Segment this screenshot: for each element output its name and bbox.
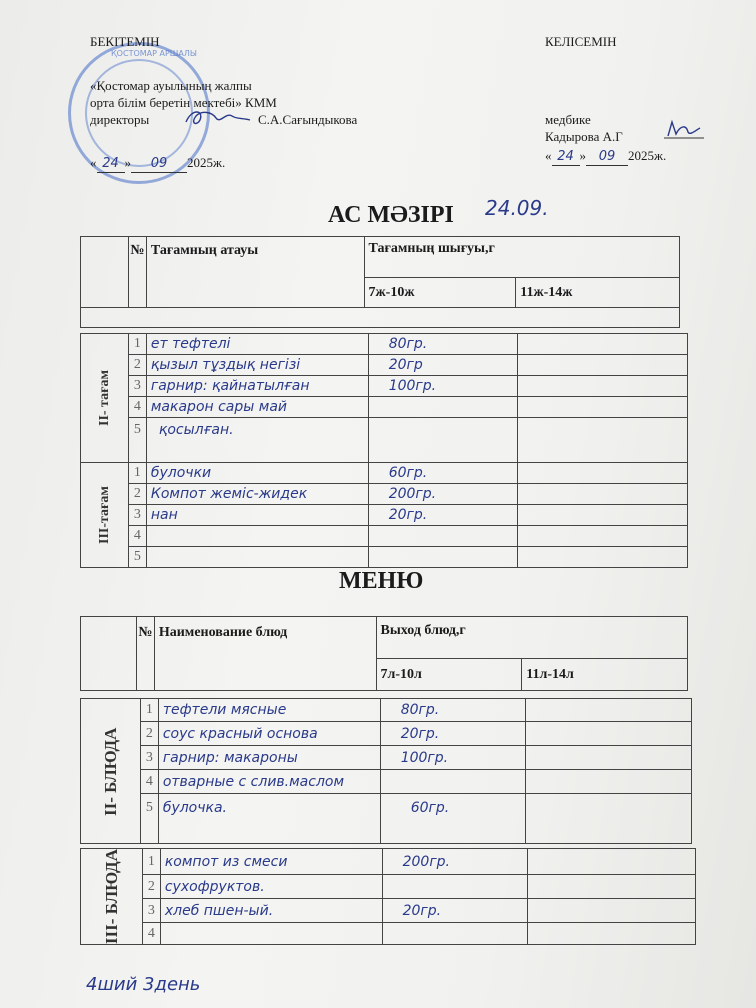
nurse-name: Кадырова А.Г [545, 129, 623, 144]
date-quote-close: » [579, 148, 586, 163]
right-date [545, 148, 666, 166]
dish-name [146, 547, 368, 568]
table-row [81, 526, 688, 547]
yield-7-10: 20гр [368, 355, 518, 376]
ru-header-table [80, 616, 688, 691]
yield-11-14 [526, 699, 692, 722]
row-number: 3 [142, 899, 160, 923]
row-number: 2 [128, 484, 146, 505]
ru-section-2-table [80, 698, 692, 844]
col-age-11-14: 11л-14л [522, 659, 688, 691]
section-label: ІІ- тағам [81, 334, 129, 463]
yield-7-10 [382, 875, 528, 899]
dish-name: гарнир: қайнатылған [146, 376, 368, 397]
dish-name: нан [146, 505, 368, 526]
dish-name: Компот жеміс-жидек [146, 484, 368, 505]
yield-11-14 [528, 899, 696, 923]
row-number: 3 [140, 746, 158, 770]
table-row [81, 875, 696, 899]
yield-11-14 [518, 505, 688, 526]
yield-11-14 [518, 547, 688, 568]
yield-11-14 [526, 746, 692, 770]
director-label: директоры [90, 112, 150, 127]
date-year: 2025ж. [187, 155, 226, 170]
table-row [81, 746, 692, 770]
yield-7-10 [380, 770, 526, 794]
col-dish-name: Наименование блюд [154, 617, 376, 691]
yield-11-14 [518, 526, 688, 547]
seal-text: ҚОСТОМАР АРШАЛЫ [111, 49, 197, 58]
yield-11-14 [518, 463, 688, 484]
dish-name: тефтели мясные [158, 699, 380, 722]
kz-section-2-table [80, 333, 688, 463]
org-line-2: орта білім беретін мектебі» КММ [90, 95, 277, 110]
yield-7-10: 60гр. [380, 794, 526, 844]
footer-note: 4ший 3день [86, 974, 201, 995]
date-quote-open: « [90, 155, 97, 170]
table-row [81, 376, 688, 397]
section-label: ІІІ- БЛЮДА [81, 849, 143, 945]
approve-label: БЕКІТЕМІН [90, 34, 160, 49]
ru-section-3-table [80, 848, 696, 945]
yield-7-10: 20гр. [368, 505, 518, 526]
col-age-7-10: 7л-10л [376, 659, 522, 691]
dish-name: хлеб пшен-ый. [160, 899, 382, 923]
table-row [81, 899, 696, 923]
dish-name: компот из смеси [160, 849, 382, 875]
yield-7-10 [368, 397, 518, 418]
table-row [81, 849, 696, 875]
section-label: ІІ- БЛЮДА [81, 699, 141, 844]
yield-7-10: 200гр. [368, 484, 518, 505]
col-age-7-10: 7ж-10ж [364, 278, 516, 308]
kz-header-table [80, 236, 680, 328]
row-number: 4 [128, 397, 146, 418]
date-day: 24 [97, 156, 125, 173]
header-blank [81, 617, 137, 691]
row-number: 5 [140, 794, 158, 844]
col-num: № [136, 617, 154, 691]
yield-11-14 [526, 794, 692, 844]
date-year: 2025ж. [628, 148, 667, 163]
row-number: 1 [128, 463, 146, 484]
yield-11-14 [528, 875, 696, 899]
table-row [81, 722, 692, 746]
table-row [81, 355, 688, 376]
row-number: 3 [128, 376, 146, 397]
table-row [81, 463, 688, 484]
col-yield: Выход блюд,г [376, 617, 687, 659]
date-month: 09 [586, 149, 628, 166]
yield-7-10: 80гр. [368, 334, 518, 355]
table-row [81, 418, 688, 463]
director-name: С.А.Сағындыкова [258, 112, 358, 127]
yield-7-10 [368, 547, 518, 568]
dish-name: отварные с слив.маслом [158, 770, 380, 794]
row-number: 4 [142, 923, 160, 945]
left-date [90, 155, 225, 173]
dish-name: соус красный основа [158, 722, 380, 746]
yield-7-10: 20гр. [382, 899, 528, 923]
yield-7-10: 200гр. [382, 849, 528, 875]
col-yield: Тағамның шығуы,г [364, 237, 680, 278]
yield-7-10: 100гр. [368, 376, 518, 397]
yield-11-14 [518, 334, 688, 355]
yield-11-14 [518, 355, 688, 376]
yield-7-10 [368, 418, 518, 463]
row-number: 4 [140, 770, 158, 794]
date-month: 09 [131, 156, 187, 173]
col-age-11-14: 11ж-14ж [516, 278, 680, 308]
spacer-row [81, 308, 680, 328]
dish-name [146, 526, 368, 547]
table-row [81, 770, 692, 794]
dish-name: макарон сары май [146, 397, 368, 418]
dish-name: сухофруктов. [160, 875, 382, 899]
table-row [81, 334, 688, 355]
yield-11-14 [518, 397, 688, 418]
yield-11-14 [526, 722, 692, 746]
yield-11-14 [528, 849, 696, 875]
row-number: 2 [128, 355, 146, 376]
date-quote-open: « [545, 148, 552, 163]
yield-7-10: 60гр. [368, 463, 518, 484]
row-number: 5 [128, 547, 146, 568]
date-quote-close: » [124, 155, 131, 170]
dish-name: қосылған. [146, 418, 368, 463]
row-number: 1 [128, 334, 146, 355]
dish-name: булочки [146, 463, 368, 484]
yield-7-10: 100гр. [380, 746, 526, 770]
yield-11-14 [526, 770, 692, 794]
dish-name: ет тефтелі [146, 334, 368, 355]
table-row [81, 397, 688, 418]
yield-7-10: 80гр. [380, 699, 526, 722]
col-dish-name: Тағамның атауы [146, 237, 364, 308]
yield-11-14 [518, 484, 688, 505]
table-row [81, 505, 688, 526]
section-label: ІІІ-тағам [81, 463, 129, 568]
table-row [81, 794, 692, 844]
row-number: 5 [128, 418, 146, 463]
row-number: 4 [128, 526, 146, 547]
dish-name: гарнир: макароны [158, 746, 380, 770]
date-day: 24 [552, 149, 580, 166]
ru-menu-title: МЕНЮ [339, 568, 424, 594]
table-row [81, 699, 692, 722]
yield-11-14 [528, 923, 696, 945]
director-signature [182, 106, 252, 128]
yield-7-10 [382, 923, 528, 945]
row-number: 1 [142, 849, 160, 875]
yield-11-14 [518, 418, 688, 463]
dish-name [160, 923, 382, 945]
table-row [81, 547, 688, 568]
nurse-role: медбике [545, 112, 591, 127]
kz-section-3-table [80, 462, 688, 568]
row-number: 2 [140, 722, 158, 746]
col-num: № [128, 237, 146, 308]
row-number: 2 [142, 875, 160, 899]
row-number: 1 [140, 699, 158, 722]
kz-menu-date: 24.09. [485, 196, 549, 220]
org-line-1: «Қостомар ауылының жалпы [90, 78, 252, 93]
table-row [81, 923, 696, 945]
row-number: 3 [128, 505, 146, 526]
kz-menu-title: АС МӘЗІРІ [328, 202, 454, 228]
header-blank [81, 237, 129, 308]
dish-name: булочка. [158, 794, 380, 844]
yield-7-10: 20гр. [380, 722, 526, 746]
table-row [81, 484, 688, 505]
agree-label: КЕЛІСЕМІН [545, 34, 617, 49]
yield-11-14 [518, 376, 688, 397]
nurse-signature [664, 118, 704, 140]
yield-7-10 [368, 526, 518, 547]
dish-name: қызыл тұздық негізі [146, 355, 368, 376]
